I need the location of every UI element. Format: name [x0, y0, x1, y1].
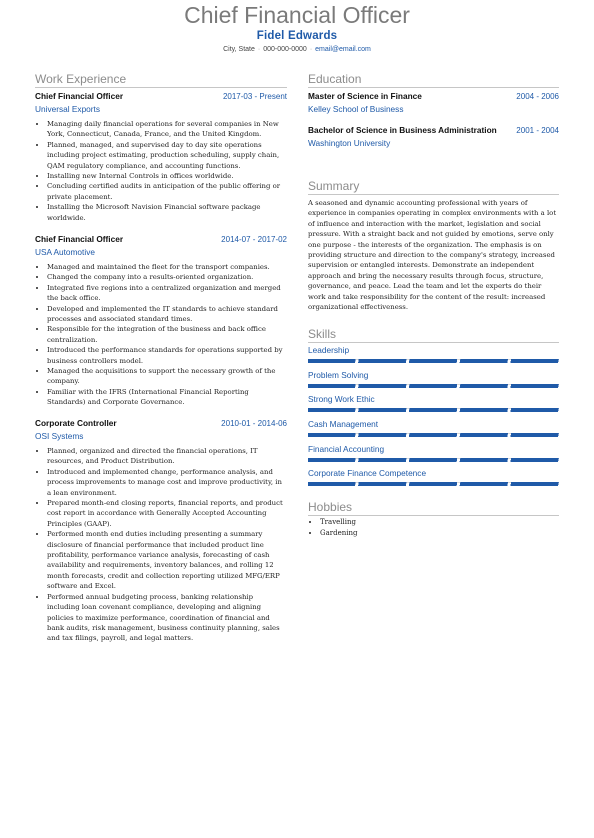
- work-dates: 2010-01 - 2014-06: [221, 419, 287, 428]
- education-entry: [308, 125, 559, 149]
- list-item: • Planned, organized and directed the financial operations, IT resources, and Product Distribution.: [47, 446, 287, 467]
- work-bullets: [35, 446, 287, 644]
- list-item: • Managed and maintained the fleet for the transport companies.: [47, 262, 287, 272]
- section-heading-education: Education: [308, 72, 559, 88]
- skill-name: Problem Solving: [308, 370, 369, 380]
- work-bullets: [35, 119, 287, 223]
- education-dates: 2001 - 2004: [516, 126, 559, 135]
- work-entry: [35, 418, 287, 644]
- skill-level-fill: [308, 408, 559, 412]
- work-title: Chief Financial Officer 2014-07 - 2017-02: [35, 234, 287, 244]
- list-item: • Changed the company into a results-oriented organization.: [47, 272, 287, 282]
- list-item: • Managed the acquisitions to support the necessary growth of the company.: [47, 366, 287, 387]
- list-item: • Performed month end duties including presenting a summary disclosure of financial performance that included product line profitability, performance variance analysis, forecasting of cash availability and requirements, inventory balances, and rolling 12 month forecasts, credit and collection reporting utilized MFG/ERP software and Excel.: [47, 529, 287, 591]
- list-item: • Responsible for the integration of the business and back office centralization.: [47, 324, 287, 345]
- skill-level-fill: [308, 359, 559, 363]
- list-item: • Travelling: [320, 517, 571, 528]
- work-dates: 2014-07 - 2017-02: [221, 235, 287, 244]
- skill-level-bar: [308, 359, 559, 363]
- work-entry: [35, 234, 287, 408]
- job-title: Chief Financial Officer: [184, 2, 410, 28]
- skill-item: [308, 419, 559, 437]
- contact-line: [0, 46, 594, 53]
- location: City, State: [223, 46, 255, 53]
- degree: Master of Science in Finance 2004 - 2006: [308, 91, 559, 101]
- education-entry: [308, 91, 559, 115]
- skill-level-fill: [308, 384, 559, 388]
- skill-name: Strong Work Ethic: [308, 394, 375, 404]
- list-item: • Gardening: [320, 528, 571, 539]
- skill-level-fill: [308, 482, 559, 486]
- skill-level-bar: [308, 458, 559, 462]
- skill-level-fill: [308, 458, 559, 462]
- education-dates: 2004 - 2006: [516, 92, 559, 101]
- work-entry: [35, 91, 287, 223]
- skill-level-bar: [308, 433, 559, 437]
- list-item: • Introduced the performance standards for operations supported by business controllers model.: [47, 345, 287, 366]
- skill-item: [308, 444, 559, 462]
- skill-item: [308, 345, 559, 363]
- degree: Bachelor of Science in Business Administration 2001 - 2004: [308, 125, 559, 135]
- skill-level-bar: [308, 384, 559, 388]
- list-item: • Planned, managed, and supervised day to day site operations including project estimating, production scheduling, supply chain, QAM regulatory compliance, and accounting functions.: [47, 140, 287, 171]
- list-item: • Installing the Microsoft Navision Financial software package worldwide.: [47, 202, 287, 223]
- work-title: Chief Financial Officer 2017-03 - Present: [35, 91, 287, 101]
- section-heading-hobbies: Hobbies: [308, 500, 559, 516]
- candidate-name: Fidel Edwards: [256, 30, 338, 42]
- skill-name: Cash Management: [308, 419, 379, 429]
- list-item: • Performed annual budgeting process, banking relationship including loan covenant compliance, developing and aligning policies to maximize performance, coordination of financial and bank audits, risk management, business continuity planning, sales and tax filings, payroll, and legal matters.: [47, 592, 287, 644]
- skill-name: Corporate Finance Competence: [308, 468, 427, 478]
- email-link[interactable]: email@email.com: [315, 46, 371, 53]
- skill-item: [308, 394, 559, 412]
- separator: ·: [309, 46, 313, 53]
- list-item: • Introduced and implemented change, performance analysis, and process improvements to manage cost and improve productivity, in a lean environment.: [47, 467, 287, 498]
- section-heading-summary: Summary: [308, 179, 559, 195]
- school: Washington University: [308, 138, 391, 148]
- list-item: • Developed and implemented the IT standards to achieve standard processes and associated standard times.: [47, 304, 287, 325]
- skill-level-fill: [308, 433, 559, 437]
- school: Kelley School of Business: [308, 104, 404, 114]
- phone: 000-000-0000: [263, 46, 307, 53]
- work-bullets: [35, 262, 287, 408]
- list-item: • Familiar with the IFRS (International Financial Reporting Standards) and Corporate Governance.: [47, 387, 287, 408]
- list-item: • Integrated five regions into a centralized organization and merged the back office.: [47, 283, 287, 304]
- skill-item: [308, 468, 559, 486]
- list-item: • Concluding certified audits in anticipation of the public offering or private placement.: [47, 181, 287, 202]
- work-company: OSI Systems: [35, 431, 84, 441]
- separator: ·: [257, 46, 261, 53]
- work-company: USA Automotive: [35, 247, 95, 257]
- skill-item: [308, 370, 559, 388]
- section-heading-skills: Skills: [308, 327, 559, 343]
- hobbies-list: [308, 517, 571, 538]
- work-title: Corporate Controller 2010-01 - 2014-06: [35, 418, 287, 428]
- skill-name: Financial Accounting: [308, 444, 385, 454]
- skill-level-bar: [308, 408, 559, 412]
- work-company: Universal Exports: [35, 104, 101, 114]
- skill-level-bar: [308, 482, 559, 486]
- work-dates: 2017-03 - Present: [222, 92, 287, 101]
- skill-name: Leadership: [308, 345, 350, 355]
- list-item: • Prepared month-end closing reports, financial reports, and product cost report in accordance with Generally Accepted Accounting Principles (GAAP).: [47, 498, 287, 529]
- summary-text: A seasoned and dynamic accounting professional with years of experience in companies operating in complex environments with a lot of influence and interaction with the market, legislation and social pressure. With a straight back and not guided by emotions, serve only one purpose - the interests of the organization. The emphasis is on providing structure and direction to the company's strategy, increased supervision or entangled interests. Demonstrate an independent approach and bring the necessary results through focus, structure, governance, and peace. Lead the team and let the experts do their work and take responsibility for the content of the result: increased organizational effectiveness.: [308, 199, 557, 312]
- list-item: • Managing daily financial operations for several companies in New York, Connecticut, Canada, France, and the United Kingdom.: [47, 119, 287, 140]
- section-heading-work: Work Experience: [35, 72, 287, 88]
- list-item: • Installing new Internal Controls in offices worldwide.: [47, 171, 287, 181]
